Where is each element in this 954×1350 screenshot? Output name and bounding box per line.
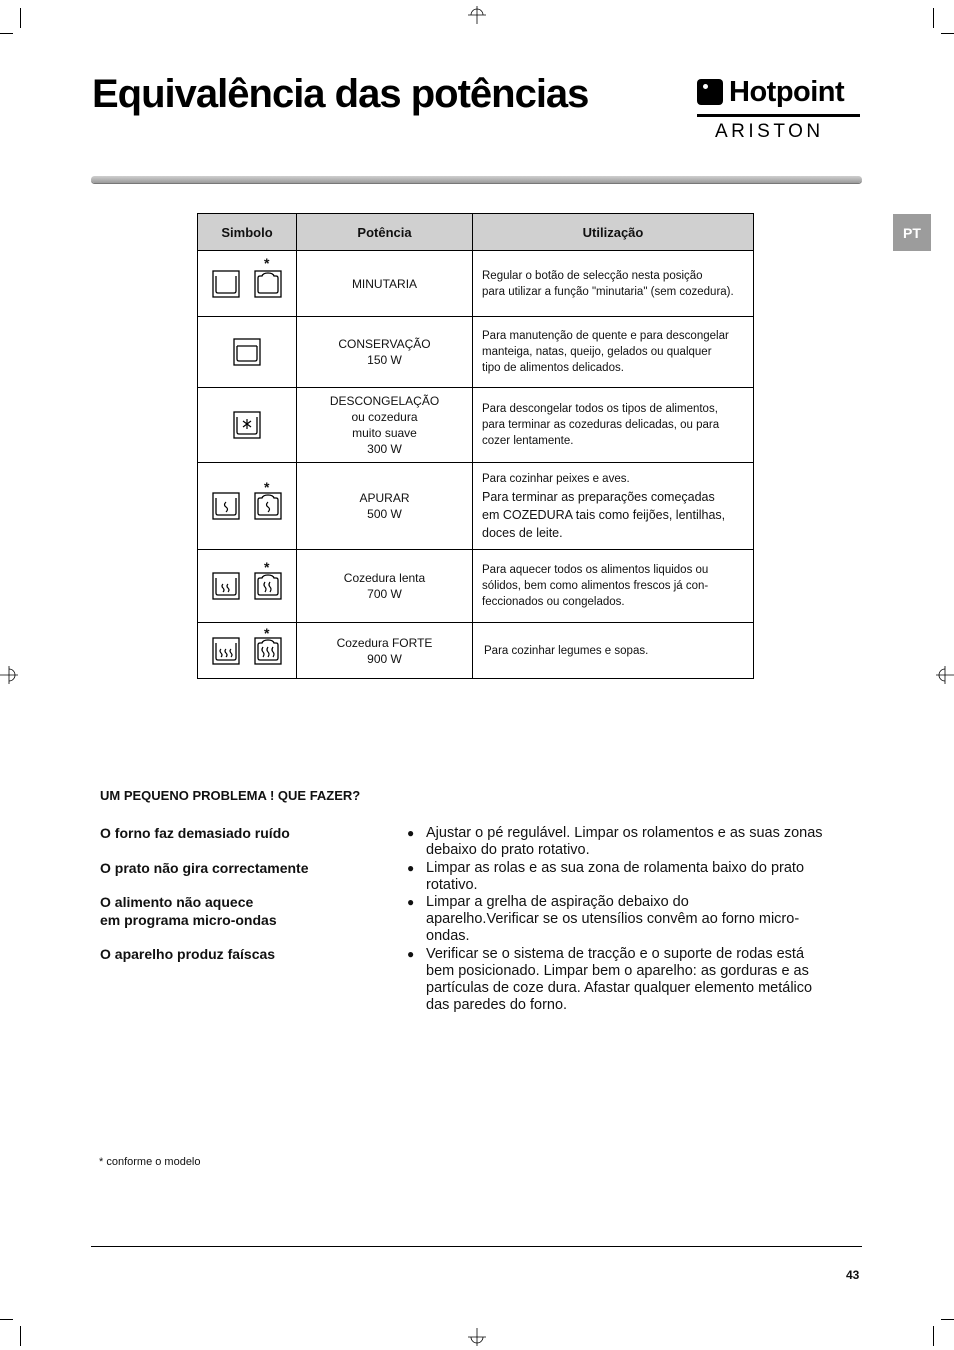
crop-mark <box>0 33 13 34</box>
usage-line: para terminar as cozeduras delicadas, ou para <box>482 419 720 431</box>
column-header-usage: Utilização <box>473 214 754 251</box>
crop-mark <box>941 33 954 34</box>
brand-logo <box>697 76 862 146</box>
slow-cook-icon <box>254 572 282 600</box>
usage-line: em COZEDURA tais como feijões, lentilhas, <box>482 508 726 522</box>
solution-line: rotativo. <box>426 877 478 893</box>
column-header-power: Potência <box>297 214 473 251</box>
usage-cell <box>473 317 754 388</box>
language-tab: PT <box>893 214 931 251</box>
registration-mark-icon <box>468 6 486 24</box>
solution-item <box>407 860 847 894</box>
usage-line: Para cozinhar peixes e aves. <box>482 473 630 485</box>
power-line: 900 W <box>367 651 402 666</box>
table-row <box>198 388 754 463</box>
crop-mark <box>0 1319 13 1320</box>
symbol-cell <box>198 623 297 679</box>
power-line: 500 W <box>367 507 402 521</box>
power-cell <box>297 463 473 550</box>
solution-line: das paredes do forno. <box>426 997 568 1013</box>
usage-cell <box>473 388 754 463</box>
table-header-row <box>198 214 754 251</box>
usage-line: manteiga, natas, queijo, gelados ou qualquer <box>482 346 712 358</box>
defrost-icon <box>233 411 261 439</box>
solution-line: Verificar se o sistema de tracção e o suporte de rodas está <box>426 946 805 962</box>
problem-item <box>100 893 277 929</box>
solution-line: partículas de coze dura. Afastar qualquer elemento metálico <box>426 980 813 996</box>
usage-line: doces de leite. <box>482 526 563 540</box>
bullet-icon: ● <box>407 861 415 875</box>
power-cell <box>297 388 473 463</box>
power-cell <box>297 317 473 388</box>
timer-icon <box>254 270 282 298</box>
power-line: Cozedura lenta <box>343 571 426 585</box>
column-header-symbol: Simbolo <box>198 214 297 251</box>
usage-line: tipo de alimentos delicados. <box>482 362 624 374</box>
table-row <box>198 251 754 317</box>
crop-mark <box>941 1319 954 1320</box>
footnote-star: * <box>264 479 270 495</box>
power-line: MINUTARIA <box>351 276 418 291</box>
simmer-icon <box>254 492 282 520</box>
power-table <box>197 213 754 679</box>
brand-name: Hotpoint <box>729 75 845 108</box>
usage-line: Para descongelar todos os tipos de alimentos, <box>482 403 718 415</box>
symbol-cell <box>198 550 297 623</box>
footnote-star: * <box>264 625 270 641</box>
table-row <box>198 317 754 388</box>
usage-line: sólidos, bem como alimentos frescos já con- <box>482 580 709 592</box>
troubleshooting-title: UM PEQUENO PROBLEMA ! QUE FAZER? <box>100 788 361 803</box>
problem-item <box>100 824 290 842</box>
usage-line: cozer lentamente. <box>482 435 574 447</box>
power-cell <box>297 251 473 317</box>
power-line: 700 W <box>367 587 402 601</box>
footer-rule <box>91 1246 862 1247</box>
problem-item <box>100 945 275 963</box>
power-line: 150 W <box>367 353 402 367</box>
problem-line: O aparelho produz faíscas <box>100 946 276 962</box>
header-rule <box>91 176 862 183</box>
power-line: ou cozedura <box>351 410 418 424</box>
usage-cell <box>473 623 754 679</box>
footnote-star: * <box>264 559 270 575</box>
power-line: muito suave <box>352 426 417 440</box>
bullet-icon: ● <box>407 826 415 840</box>
keep-warm-icon <box>233 338 261 366</box>
usage-cell <box>473 463 754 550</box>
usage-cell <box>473 251 754 317</box>
crop-mark <box>20 1326 21 1346</box>
bullet-icon: ● <box>407 895 415 909</box>
table-row <box>198 550 754 623</box>
solution-line: Limpar as rolas e as sua zona de rolamenta baixo do prato <box>426 860 805 876</box>
registration-mark-icon <box>936 666 954 684</box>
solution-line: Ajustar o pé regulável. Limpar os rolamentos e as suas zonas <box>426 825 823 841</box>
power-line: CONSERVAÇÃO <box>338 337 431 351</box>
strong-cook-icon <box>212 637 240 665</box>
power-cell <box>297 550 473 623</box>
solution-line: Limpar a grelha de aspiração debaixo do <box>426 894 689 910</box>
simmer-icon <box>212 492 240 520</box>
solution-line: bem posicionado. Limpar bem o aparelho: as gorduras e as <box>426 963 809 979</box>
power-line: Cozedura FORTE <box>336 635 433 650</box>
solution-item <box>407 946 847 1014</box>
usage-line: Para terminar as preparações começadas <box>482 490 715 504</box>
registration-mark-icon <box>468 1328 486 1346</box>
table-row <box>198 623 754 679</box>
problem-line: O prato não gira correctamente <box>100 860 309 876</box>
usage-line: Para manutenção de quente e para descongelar <box>482 330 729 342</box>
table-row <box>198 463 754 550</box>
symbol-cell <box>198 388 297 463</box>
logo-divider <box>697 114 860 117</box>
solution-item <box>407 825 847 859</box>
usage-line: Para aquecer todos os alimentos liquidos ou <box>482 564 709 576</box>
hotpoint-logo-icon <box>697 79 723 105</box>
problem-line: O forno faz demasiado ruído <box>100 825 290 841</box>
usage-line: feccionados ou congelados. <box>482 596 625 608</box>
bullet-icon: ● <box>407 947 415 961</box>
problem-line: em programa micro-ondas <box>100 912 277 928</box>
crop-mark <box>20 8 21 28</box>
timer-icon <box>212 270 240 298</box>
power-line: APURAR <box>359 491 410 505</box>
footnote: * conforme o modelo <box>99 1156 201 1168</box>
solution-line: aparelho.Verificar se os utensílios convêm ao forno micro- <box>426 911 800 927</box>
usage-line: Regular o botão de selecção nesta posição <box>482 269 703 282</box>
problem-line: O alimento não aquece <box>100 894 254 910</box>
symbol-cell <box>198 317 297 388</box>
solution-line: debaixo do prato rotativo. <box>426 842 590 858</box>
brand-sub: ARISTON <box>715 121 824 142</box>
power-line: 300 W <box>367 442 402 456</box>
page-title: Equivalência das potências <box>92 72 589 116</box>
problem-item <box>100 859 309 877</box>
crop-mark <box>933 1326 934 1346</box>
solution-line: ondas. <box>426 928 470 944</box>
crop-mark <box>933 8 934 28</box>
page-number: 43 <box>846 1268 860 1282</box>
symbol-cell <box>198 463 297 550</box>
footnote-star: * <box>264 255 270 271</box>
usage-line: para utilizar a função "minutaria" (sem cozedura). <box>482 285 734 298</box>
usage-line: Para cozinhar legumes e sopas. <box>484 644 649 657</box>
registration-mark-icon <box>0 666 18 684</box>
power-line: DESCONGELAÇÃO <box>329 394 440 408</box>
slow-cook-icon <box>212 572 240 600</box>
solution-item <box>407 894 847 945</box>
symbol-cell <box>198 251 297 317</box>
usage-cell <box>473 550 754 623</box>
power-cell <box>297 623 473 679</box>
